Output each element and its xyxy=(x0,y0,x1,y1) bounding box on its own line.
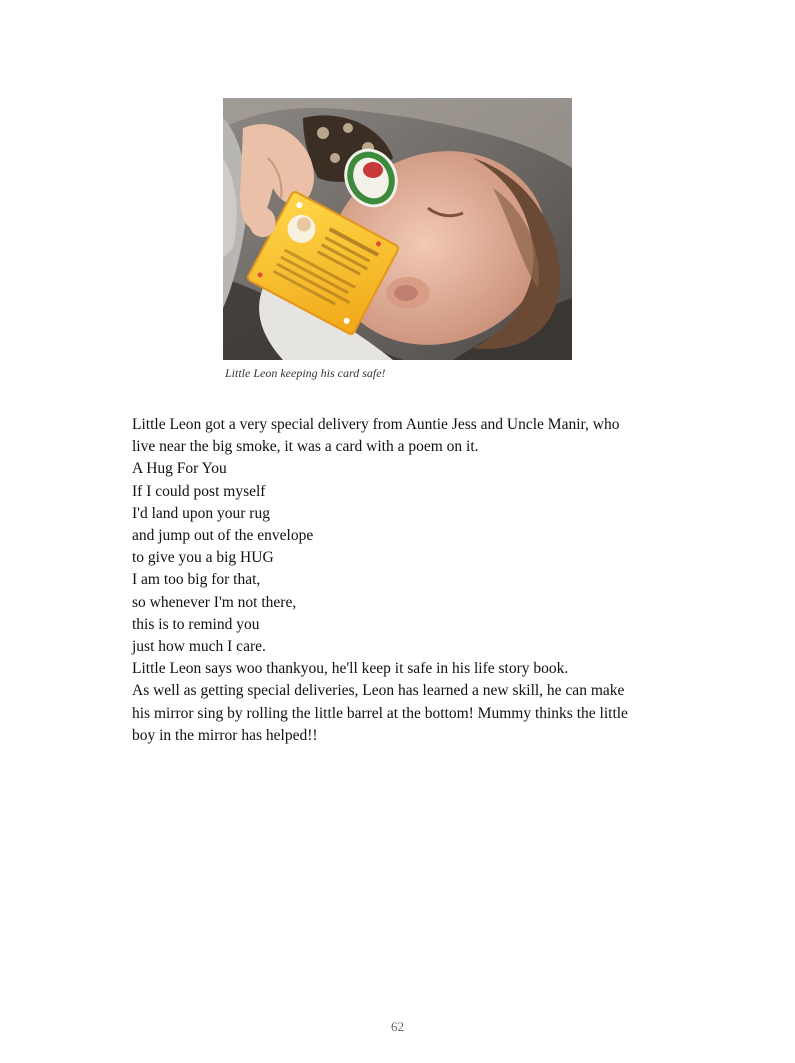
poem-line: this is to remind you xyxy=(132,615,260,633)
poem-line: I'd land upon your rug xyxy=(132,504,270,522)
text-line: live near the big smoke, it was a card with a poem on it. xyxy=(132,438,479,456)
baby-photo xyxy=(223,98,572,360)
poem-title: A Hug For You xyxy=(132,460,227,478)
text-line: his mirror sing by rolling the little barrel at the bottom! Mummy thinks the little xyxy=(132,704,628,722)
poem-line: so whenever I'm not there, xyxy=(132,593,297,611)
photo-caption: Little Leon keeping his card safe! xyxy=(225,366,386,380)
body-text xyxy=(132,414,672,747)
baby-photo-image xyxy=(223,98,572,360)
text-line: As well as getting special deliveries, Leon has learned a new skill, he can make xyxy=(132,682,625,700)
poem-line: just how much I care. xyxy=(132,638,266,656)
page-number: 62 xyxy=(391,1019,404,1034)
poem-line: If I could post myself xyxy=(132,482,266,500)
text-line: Little Leon got a very special delivery from Auntie Jess and Uncle Manir, who xyxy=(132,416,620,433)
text-line: boy in the mirror has helped!! xyxy=(132,726,318,744)
text-line: Little Leon says woo thankyou, he'll keep it safe in his life story book. xyxy=(132,660,569,678)
poem-line: and jump out of the envelope xyxy=(132,527,314,545)
poem-line: to give you a big HUG xyxy=(132,549,274,567)
poem-line: I am too big for that, xyxy=(132,571,261,589)
